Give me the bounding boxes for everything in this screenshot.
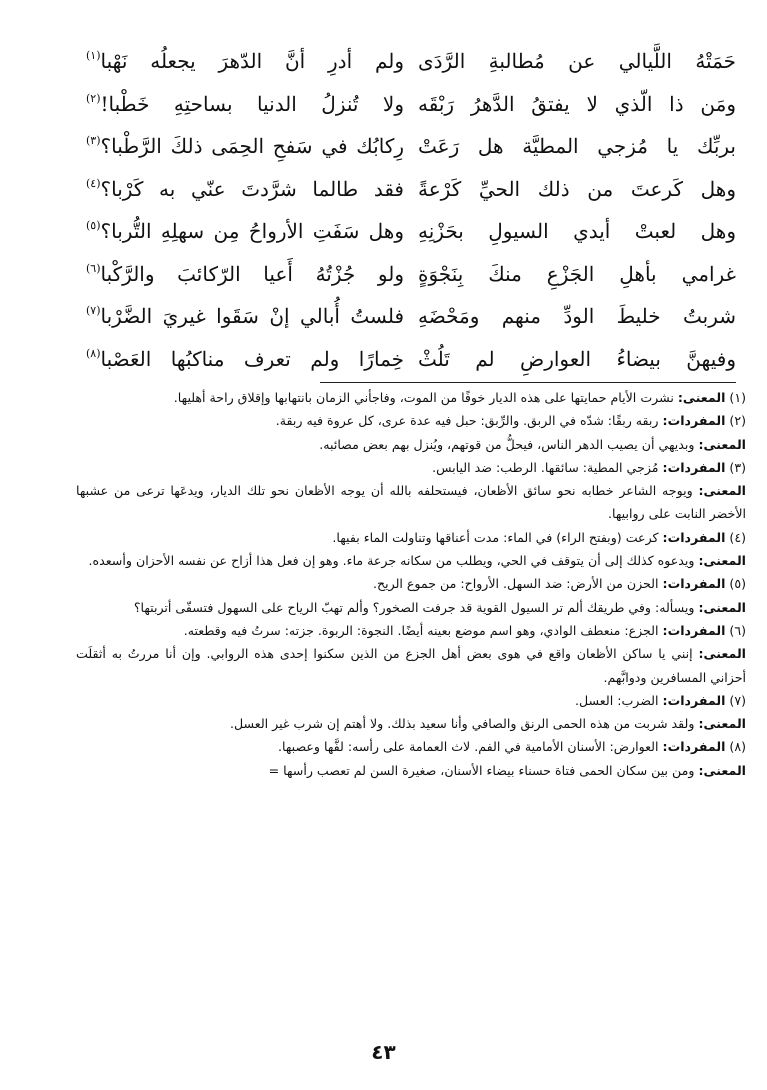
verse-first-hemistich: بربِّك يا مُزجي المطيَّة هل رَعَتْ (418, 134, 736, 158)
footnote-text: إنني يا ساكن الأظعان واقع في هوى بعض أهل الجزع من الذين سكنوا إحدى هذه الروابي. وإن أنا مررتُ به أثقلَت أحزاني المسافرين ودوابَّهم. (76, 646, 746, 685)
footnote-marker: (٦) (86, 261, 101, 275)
meaning-label: المعنى: (698, 483, 746, 499)
vocabulary-label: المفردات: (662, 692, 726, 708)
meaning-label: المعنى: (677, 390, 726, 405)
meaning-label: المعنى: (698, 553, 746, 569)
footnote-meaning (76, 549, 746, 572)
verse-second-hemistich (86, 295, 404, 341)
footnote (76, 409, 746, 456)
footnote-text: ومن بين سكان الحمى فتاة حسناء بيضاء الأسنان، صغيرة السن لم تعصب رأسها = (268, 762, 695, 778)
verse-second-hemistich (86, 83, 404, 129)
footnote-marker: (٥) (86, 219, 101, 232)
poem (86, 40, 736, 380)
vocabulary-label: المفردات: (662, 413, 726, 429)
footnote-meaning (76, 596, 746, 619)
footnote (76, 572, 746, 619)
footnote-marker: (٤) (86, 176, 101, 190)
footnote-marker: (٨) (86, 346, 101, 360)
footnote-vocabulary (76, 526, 746, 549)
verse-second-hemistich (86, 253, 404, 299)
verse-line (86, 338, 736, 381)
verse-first-hemistich: غرامي بأهلِ الجَزْعِ منكَ بِنَجْوَةٍ (418, 261, 736, 286)
footnote-marker: (٣) (86, 134, 101, 147)
verse-line (86, 295, 736, 338)
vocabulary-label: المفردات: (662, 622, 726, 638)
verse-second-hemistich (86, 338, 404, 384)
verse-line (86, 210, 736, 253)
footnote-text: الجزع: منعطف الوادي، وهو اسم موضع بعينه أيضًا. النجوة: الربوة. جزته: سرتُ فيه وقطعته. (183, 622, 659, 638)
verse-second-hemistich-text: رِكابُك في سَفحِ الحِمَى ذلكَ الرَّطْبا؟ (100, 134, 404, 158)
footnote-separator (320, 382, 736, 383)
verse-second-hemistich (86, 168, 404, 214)
footnote-text: الحزن من الأرض: ضد السهل. الأرواح: من جموع الريح. (372, 576, 659, 592)
meaning-label: المعنى: (698, 646, 746, 662)
vocabulary-label: المفردات: (662, 459, 726, 475)
footnote (76, 386, 746, 409)
footnote-meaning (76, 386, 746, 409)
verse-line (86, 125, 736, 168)
footnote-meaning (76, 433, 746, 456)
footnote-vocabulary (76, 572, 746, 595)
verse-second-hemistich (86, 40, 404, 86)
footnote-number: (٧) (729, 692, 746, 708)
footnote-meaning (76, 759, 746, 782)
verse-first-hemistich: وفيهنَّ بيضاءُ العوارضِ لم تَلُثْ (418, 346, 736, 371)
verse-first-hemistich: شربتُ خليطَ الودِّ منهم ومَحْضَهِ (418, 304, 736, 328)
footnote-text: وبديهي أن يصيب الدهر الناس، فيحلُّ من قوتهم، ويُنزل بهم بعض مصائبه. (319, 436, 695, 452)
footnote (76, 735, 746, 782)
footnote-meaning (76, 642, 746, 689)
footnote (76, 526, 746, 573)
verse-second-hemistich-text: خِمارًا ولم تعرف مناكبُها العَصْبا (100, 346, 404, 371)
meaning-label: المعنى: (698, 599, 746, 615)
verse-first-hemistich: وهل كَرعتَ من ذلك الحيِّ كَرْعةً (418, 176, 736, 201)
footnote-vocabulary (76, 619, 746, 642)
verse-line (86, 253, 736, 296)
footnote-marker: (١) (86, 49, 101, 62)
footnote-number: (٤) (729, 529, 746, 545)
footnote-text: ولقد شربت من هذه الحمى الرنق والصافي وأنا سعيد بذلك. ولا أهتم إن شرب غير العسل. (229, 716, 695, 732)
footnote-number: (٥) (729, 576, 746, 592)
footnotes (76, 386, 746, 782)
verse-second-hemistich-text: فقد طالما شرَّدتَ عنّي به كَرْبا؟ (100, 176, 404, 201)
verse-second-hemistich-text: ولا تُنزلُ الدنيا بساحتِهِ خَطْبا! (100, 91, 404, 116)
footnote (76, 456, 746, 526)
verse-first-hemistich: حَمَتْهُ اللَّيالي عن مُطالبةِ الرَّدَى (418, 49, 736, 73)
footnote-text: ويوجه الشاعر خطابه نحو سائق الأظعان، فيستحلفه بالله أن يوجه الأظعان نحو تلك الديار، ويدعَها ترعى من عشبها الأخضر النابت على روابيها. (76, 483, 746, 522)
vocabulary-label: المفردات: (662, 739, 726, 755)
footnote-text: نشرت الأيام حمايتها على هذه الديار خوفًا من الموت، وفاجأني الزمان بانتهابها وإقلاق راحة أهليها. (173, 390, 674, 405)
verse-line (86, 83, 736, 126)
meaning-label: المعنى: (698, 436, 746, 452)
footnote-number: (١) (729, 390, 746, 405)
footnote-marker: (٢) (86, 91, 101, 105)
footnote-text: مُزجي المطية: سائقها. الرطب: ضد اليابس. (432, 459, 659, 475)
footnote-text: العوارض: الأسنان الأمامية في الفم. لاث العمامة على رأسه: لفَّها وعصبها. (278, 739, 659, 755)
footnote-text: كرعت (وبفتح الراء) في الماء: مدت أعناقها وتناولت الماء بفيها. (332, 529, 659, 545)
footnote-vocabulary (76, 456, 746, 479)
meaning-label: المعنى: (698, 762, 746, 778)
verse-first-hemistich: ومَن ذا الّذي لا يفتقُ الدَّهرُ رَبْقَه (418, 91, 736, 116)
footnote-text: الضرب: العسل. (575, 692, 659, 708)
footnote-text: ويدعوه كذلك إلى أن يتوقف في الحي، ويطلب من سكانه جرعة ماء. وهو إن فعل هذا أزاح عن نفسه الأحزان وأسعده. (88, 553, 695, 569)
verse-second-hemistich-text: ولم أدرِ أنَّ الدّهرَ يجعلُه نَهْبا (100, 49, 404, 73)
footnote-number: (٢) (729, 413, 746, 429)
footnote-vocabulary (76, 735, 746, 758)
verse-line (86, 40, 736, 83)
meaning-label: المعنى: (698, 716, 746, 732)
footnote-number: (٣) (729, 459, 746, 475)
page-number: ٤٣ (371, 1040, 396, 1064)
footnote-number: (٨) (729, 739, 746, 755)
footnote-marker: (٧) (86, 304, 101, 317)
verse-second-hemistich-text: وهل سَفَتِ الأرواحُ مِن سهلِهِ التُّربا؟ (100, 219, 404, 243)
footnote-vocabulary (76, 689, 746, 712)
vocabulary-label: المفردات: (662, 529, 726, 545)
verse-second-hemistich-text: فلستُ أُبالي إنْ سَقَوا غيريَ الضَّرْبا (100, 304, 404, 328)
footnote-text: ربقه ربقًا: شدّه في الربق. والرِّبق: حبل فيه عدة عرى، كل عروة فيه ربقة. (275, 413, 659, 429)
verse-second-hemistich-text: ولو جُزْتُهُ أَعيا الرّكائبَ والرَّكْبا (100, 261, 404, 286)
footnote-meaning (76, 712, 746, 735)
footnote-text: ويسأله: وفي طريقك ألم تر السيول القوية قد جرفت الصخور؟ وألم تهبّ الرياح على السهول فتسفّى أتربتها؟ (133, 599, 695, 615)
vocabulary-label: المفردات: (662, 576, 726, 592)
verse-second-hemistich (86, 210, 404, 256)
verse-second-hemistich (86, 125, 404, 171)
verse-first-hemistich: وهل لعبتْ أيدي السيولِ بحَزْنِهِ (418, 219, 736, 243)
verse-line (86, 168, 736, 211)
footnote (76, 619, 746, 689)
footnote-meaning (76, 479, 746, 526)
footnote-number: (٦) (729, 622, 746, 638)
footnote (76, 689, 746, 736)
footnote-vocabulary (76, 409, 746, 432)
